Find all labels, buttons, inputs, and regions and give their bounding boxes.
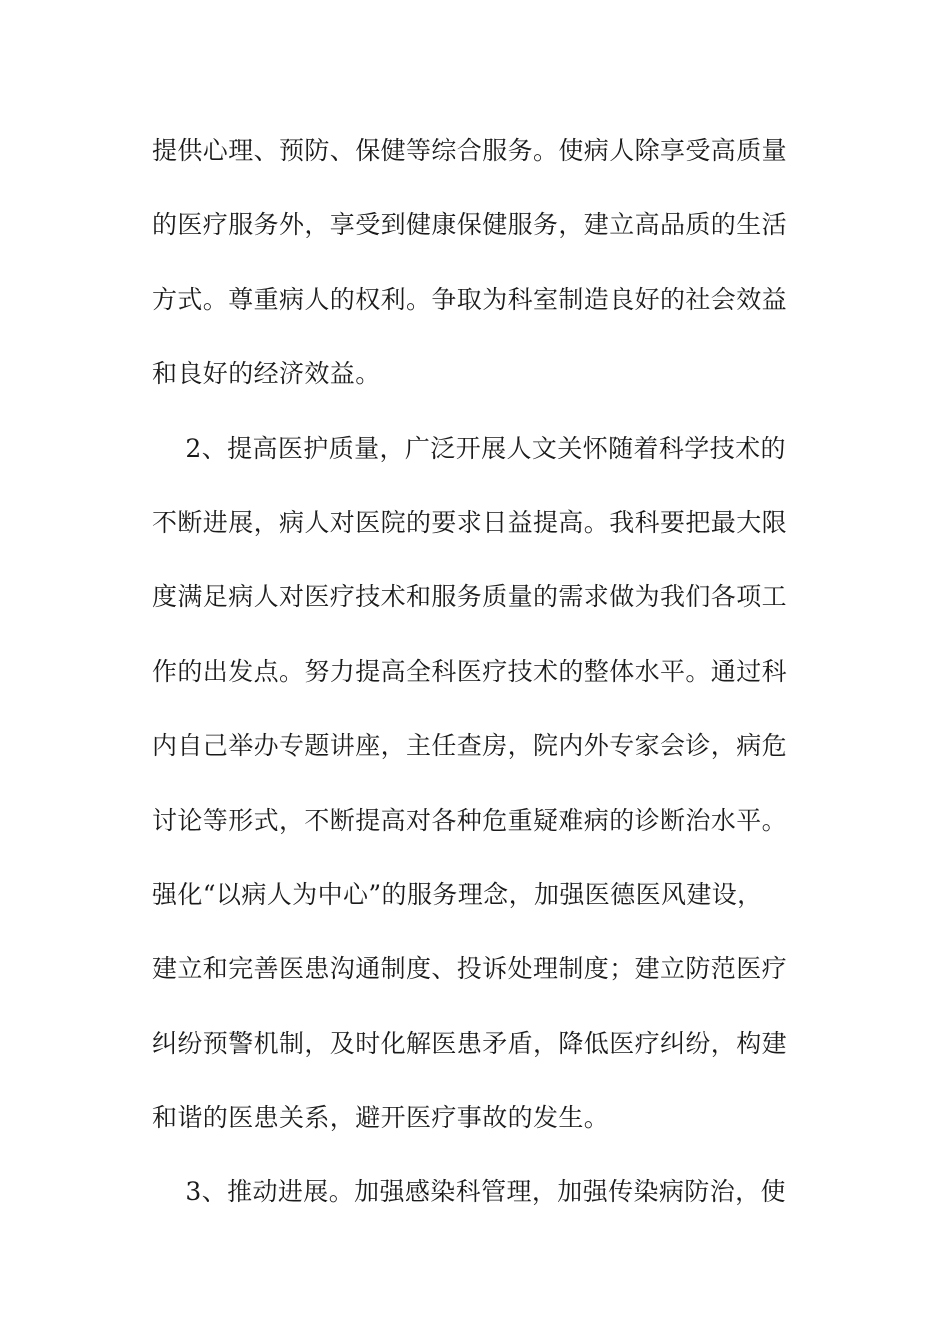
text-line: 纠纷预警机制，及时化解医患矛盾，降低医疗纠纷，构建 [152, 1028, 788, 1058]
paragraph-2-first-line: 2、提高医护质量，广泛开展人文关怀随着科学技术的 [152, 433, 786, 463]
text-line: 作的出发点。努力提高全科医疗技术的整体水平。通过科 [152, 656, 788, 686]
text-line: 强化“以病人为中心”的服务理念，加强医德医风建设， [152, 879, 763, 909]
body-text [152, 126, 812, 1242]
text-line: 内自己举办专题讲座，主任查房，院内外专家会诊，病危 [152, 731, 788, 761]
text-line: 提供心理、预防、保健等综合服务。使病人除享受高质量 [152, 136, 788, 165]
text-line: 度满足病人对医疗技术和服务质量的需求做为我们各项工 [152, 582, 788, 612]
text-line: 不断进展，病人对医院的要求日益提高。我科要把最大限 [152, 507, 788, 537]
text-line: 和良好的经济效益。 [152, 359, 381, 389]
text-line: 建立和完善医患沟通制度、投诉处理制度；建立防范医疗 [152, 954, 788, 984]
text-line: 方式。尊重病人的权利。争取为科室制造良好的社会效益 [152, 284, 788, 314]
text-line: 讨论等形式，不断提高对各种危重疑难病的诊断治水平。 [152, 805, 788, 835]
text-line: 的医疗服务外，享受到健康保健服务，建立高品质的生活 [152, 210, 788, 240]
paragraph-3-first-line: 3、推动进展。加强感染科管理，加强传染病防治，使 [152, 1177, 786, 1207]
text-line: 和谐的医患关系，避开医疗事故的发生。 [152, 1103, 610, 1133]
